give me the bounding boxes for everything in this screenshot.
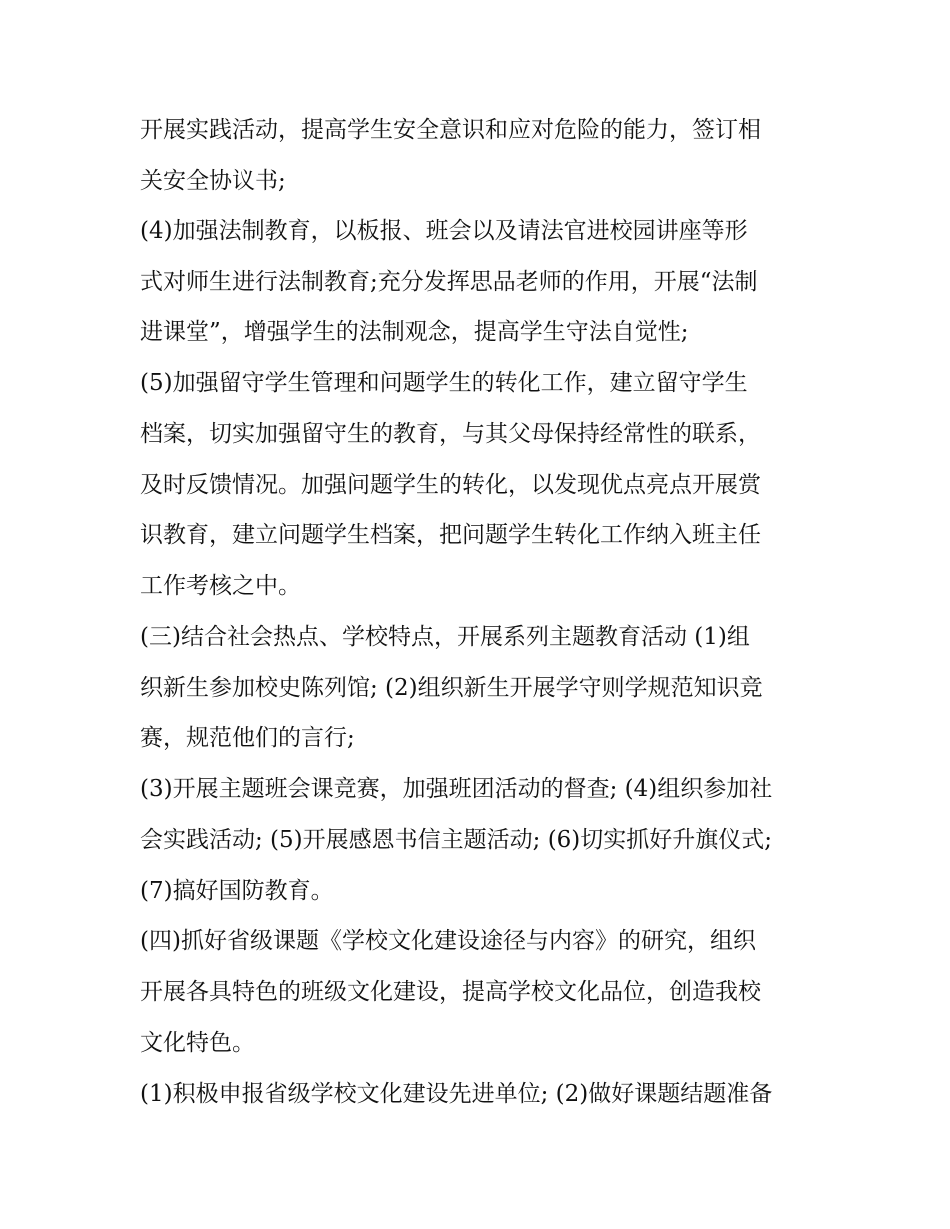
text-line: 式对师生进行法制教育;充分发挥思品老师的作用，开展“法制 [140,269,758,295]
text-line: 关安全协议书; [140,168,286,194]
text-line: (3)开展主题班会课竞赛，加强班团活动的督查; (4)组织参加社 [140,776,773,802]
text-line: 赛，规范他们的言行; [140,725,355,751]
text-line: 工作考核之中。 [140,573,301,599]
text-line: (三)结合社会热点、学校特点，开展系列主题教育活动 (1)组 [140,624,750,650]
text-line: (5)加强留守学生管理和问题学生的转化工作，建立留守学生 [140,370,748,396]
text-line: 文化特色。 [140,1030,255,1056]
text-line: (7)搞好国防教育。 [140,878,334,904]
text-line: (四)抓好省级课题《学校文化建设途径与内容》的研究，组织 [140,928,756,954]
text-line: (4)加强法制教育，以板报、班会以及请法官进校园讲座等形 [140,218,748,244]
text-line: 档案，切实加强留守生的教育，与其父母保持经常性的联系， [140,421,761,447]
text-line: 识教育，建立问题学生档案，把问题学生转化工作纳入班主任 [140,522,761,548]
text-line: 会实践活动; (5)开展感恩书信主题活动; (6)切实抓好升旗仪式; [140,827,773,853]
text-line: 及时反馈情况。加强问题学生的转化，以发现优点亮点开展赏 [140,472,761,498]
text-line: 开展各具特色的班级文化建设，提高学校文化品位，创造我校 [140,979,761,1005]
text-line: 开展实践活动，提高学生安全意识和应对危险的能力，签订相 [140,117,761,143]
text-line: (1)积极申报省级学校文化建设先进单位; (2)做好课题结题准备 [140,1081,773,1107]
text-line: 进课堂”，增强学生的法制观念，提高学生守法自觉性; [140,319,689,345]
text-line: 织新生参加校史陈列馆; (2)组织新生开展学守则学规范知识竞 [140,675,763,701]
